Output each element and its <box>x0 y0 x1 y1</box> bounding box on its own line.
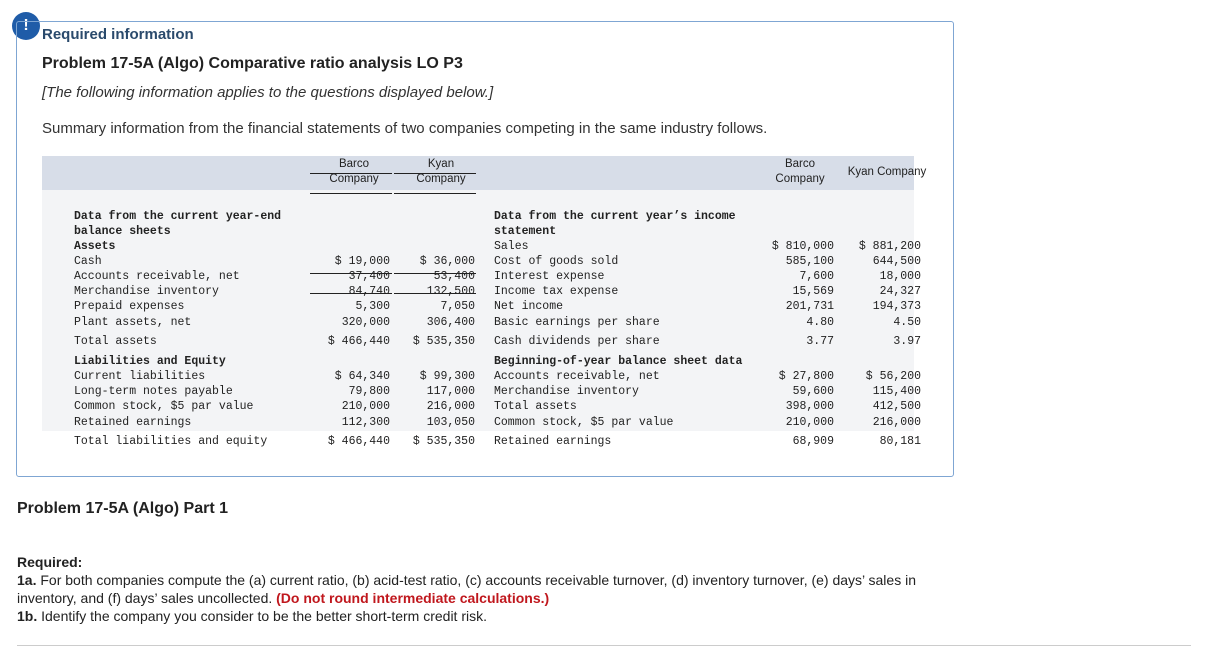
right-barco-value: 4.80 <box>806 316 834 329</box>
left-kyan-value: 117,000 <box>426 385 475 398</box>
left-col-barco-header: Barco Company <box>329 158 379 185</box>
left-row-label: Liabilities and Equity <box>74 355 226 368</box>
equity-total-line-barco <box>310 293 392 294</box>
left-row-label: Accounts receivable, net <box>74 270 240 283</box>
right-kyan-value: 216,000 <box>872 416 921 429</box>
left-barco-value: $ 466,440 <box>327 335 390 348</box>
q1b-label: 1b. <box>17 608 38 624</box>
right-kyan-value: 4.50 <box>893 316 921 329</box>
right-row-label: Cost of goods sold <box>494 255 619 268</box>
question-1a <box>17 571 967 607</box>
left-row-label: Merchandise inventory <box>74 285 219 298</box>
right-barco-value: 210,000 <box>785 416 834 429</box>
assets-subtotal-line-barco <box>310 173 392 174</box>
equity-subtotal-line-barco <box>310 273 392 274</box>
q1a-text: For both companies compute the (a) current ratio, (b) acid-test ratio, (c) accounts receivable turnover, (d) inventory turnover, (e) days’ sales in inventory, and (f) days’ sales uncollected. <box>17 572 916 606</box>
q1b-text: Identify the company you consider to be the better short-term credit risk. <box>37 608 487 624</box>
right-barco-value: 7,600 <box>799 270 834 283</box>
right-barco-value: 59,600 <box>792 385 834 398</box>
assets-total-line-barco <box>310 193 392 194</box>
right-kyan-value: 18,000 <box>879 270 921 283</box>
right-row-label: Merchandise inventory <box>494 385 639 398</box>
left-barco-value: $ 64,340 <box>334 370 390 383</box>
right-row-label: Basic earnings per share <box>494 316 660 329</box>
right-col-barco-header: Barco Company <box>775 158 825 185</box>
right-barco-value: 201,731 <box>785 300 834 313</box>
question-1b <box>17 607 967 625</box>
q1a-label: 1a. <box>17 572 37 588</box>
left-kyan-value: $ 535,350 <box>412 335 475 348</box>
right-row-label: Income tax expense <box>494 285 619 298</box>
left-barco-value: 112,300 <box>341 416 390 429</box>
part-title: Problem 17-5A (Algo) Part 1 <box>17 500 229 517</box>
left-row-label: Long-term notes payable <box>74 385 233 398</box>
left-kyan-value: 306,400 <box>426 316 475 329</box>
applies-note: [The following information applies to the questions displayed below.] <box>42 84 494 101</box>
right-barco-value: $ 810,000 <box>771 240 834 253</box>
right-kyan-value: 24,327 <box>879 285 921 298</box>
left-kyan-value: 103,050 <box>426 416 475 429</box>
alert-icon: ! <box>12 12 40 40</box>
right-barco-value: 585,100 <box>785 255 834 268</box>
left-row-label: Total assets <box>74 335 157 348</box>
required-label: Required: <box>17 554 83 570</box>
right-kyan-value: 194,373 <box>872 300 921 313</box>
left-row-label: Assets <box>74 240 116 253</box>
right-barco-value: 68,909 <box>792 435 834 448</box>
assets-subtotal-line-kyan <box>394 173 476 174</box>
right-barco-value: 3.77 <box>806 335 834 348</box>
left-barco-value: 84,740 <box>348 285 390 298</box>
right-row-label: Sales <box>494 240 529 253</box>
right-kyan-value: 3.97 <box>893 335 921 348</box>
right-section-title: Data from the current year’s income statement <box>494 210 736 238</box>
right-kyan-value: 80,181 <box>879 435 921 448</box>
right-barco-value: $ 27,800 <box>778 370 834 383</box>
left-row-label: Current liabilities <box>74 370 206 383</box>
left-kyan-value: 7,050 <box>440 300 475 313</box>
right-kyan-value: 115,400 <box>872 385 921 398</box>
right-row-label: Beginning-of-year balance sheet data <box>494 355 743 368</box>
left-row-label: Common stock, $5 par value <box>74 400 254 413</box>
required-information-heading: Required information <box>42 26 194 43</box>
left-barco-value: $ 19,000 <box>334 255 390 268</box>
q1a-emphasis: (Do not round intermediate calculations.) <box>276 590 550 606</box>
right-row-label: Retained earnings <box>494 435 612 448</box>
right-kyan-value: $ 881,200 <box>858 240 921 253</box>
financial-data-table <box>42 156 927 448</box>
left-kyan-value: $ 36,000 <box>419 255 475 268</box>
left-kyan-value: $ 99,300 <box>419 370 475 383</box>
right-row-label: Accounts receivable, net <box>494 370 660 383</box>
right-kyan-value: 412,500 <box>872 400 921 413</box>
problem-title: Problem 17-5A (Algo) Comparative ratio analysis LO P3 <box>42 55 463 72</box>
left-kyan-value: 216,000 <box>426 400 475 413</box>
right-barco-value: 15,569 <box>792 285 834 298</box>
left-barco-value: $ 466,440 <box>327 435 390 448</box>
left-barco-value: 210,000 <box>341 400 390 413</box>
left-barco-value: 5,300 <box>355 300 390 313</box>
right-kyan-value: 644,500 <box>872 255 921 268</box>
right-row-label: Net income <box>494 300 564 313</box>
required-instructions <box>17 553 967 625</box>
left-barco-value: 320,000 <box>341 316 390 329</box>
right-row-label: Cash dividends per share <box>494 335 660 348</box>
left-col-kyan-header: Kyan Company <box>416 158 466 185</box>
right-col-kyan-header: Kyan Company <box>847 166 927 178</box>
right-row-label: Total assets <box>494 400 577 413</box>
left-row-label: Plant assets, net <box>74 316 192 329</box>
equity-subtotal-line-kyan <box>394 273 476 274</box>
left-row-label: Prepaid expenses <box>74 300 185 313</box>
right-barco-value: 398,000 <box>785 400 834 413</box>
left-section-title: Data from the current year-end balance sheets <box>74 210 282 238</box>
left-kyan-value: $ 535,350 <box>412 435 475 448</box>
left-row-label: Total liabilities and equity <box>74 435 268 448</box>
right-kyan-value: $ 56,200 <box>865 370 921 383</box>
left-kyan-value: 53,400 <box>433 270 475 283</box>
left-barco-value: 37,400 <box>348 270 390 283</box>
right-row-label: Interest expense <box>494 270 605 283</box>
equity-total-line-kyan <box>394 293 476 294</box>
bottom-divider <box>17 645 1191 646</box>
assets-total-line-kyan <box>394 193 476 194</box>
left-row-label: Cash <box>74 255 102 268</box>
right-row-label: Common stock, $5 par value <box>494 416 674 429</box>
left-row-label: Retained earnings <box>74 416 192 429</box>
left-kyan-value: 132,500 <box>426 285 475 298</box>
summary-text: Summary information from the financial statements of two companies competing in the same industry follows. <box>42 120 768 137</box>
left-barco-value: 79,800 <box>348 385 390 398</box>
